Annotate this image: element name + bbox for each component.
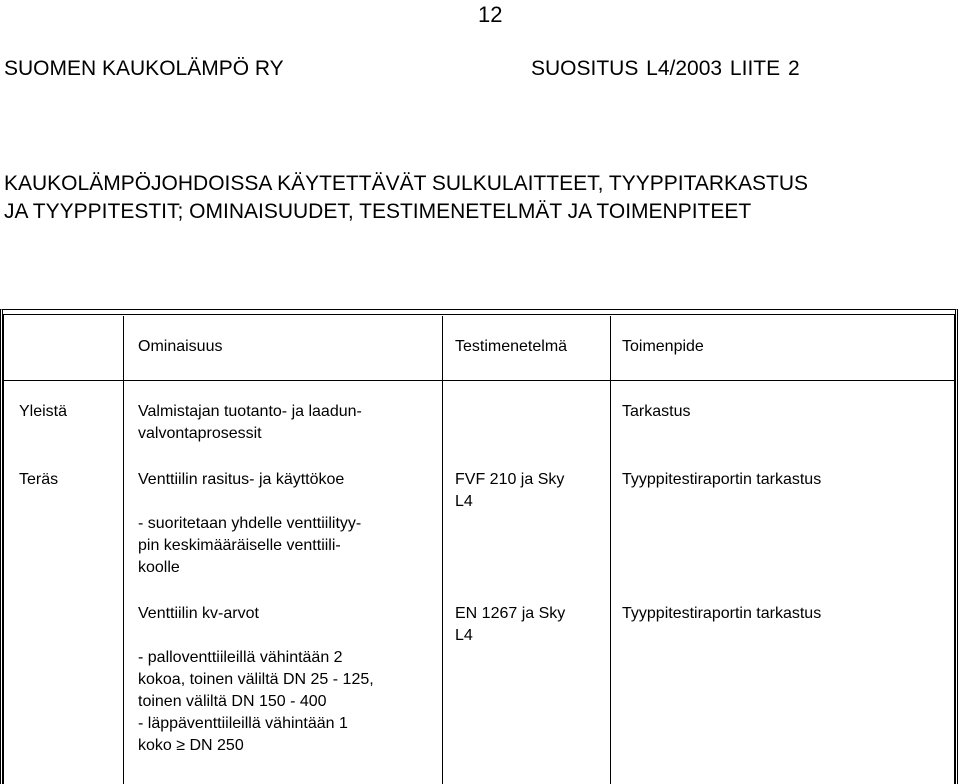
row-property: Venttiilin kv-arvot - palloventtiileillä vähintään 2 kokoa, toinen väliltä DN 25 - 125, toinen väliltä DN 150 - 400 - läppäventtiileillä vähintään 1 koko ≥ DN 250	[138, 605, 374, 754]
page-number: 12	[478, 2, 503, 27]
row-action: Tyyppitestiraportin tarkastus	[622, 471, 822, 488]
header-row-divider	[4, 380, 954, 381]
column-header-action: Toimenpide	[622, 338, 704, 355]
row-test-method: EN 1267 ja Sky L4	[455, 605, 566, 644]
column-header-test-method: Testimenetelmä	[455, 338, 568, 355]
document-reference: SUOSITUS L4/2003 LIITE 2	[531, 57, 800, 80]
column-header-property: Ominaisuus	[138, 338, 223, 355]
row-property: Valmistajan tuotanto- ja laadun- valvontaprosessit	[138, 403, 362, 442]
row-category: Teräs	[19, 471, 59, 488]
column-divider	[123, 316, 124, 784]
column-divider	[610, 316, 611, 784]
row-category: Yleistä	[19, 403, 68, 420]
organization-header: SUOMEN KAUKOLÄMPÖ RY	[4, 57, 284, 80]
row-action: Tarkastus	[622, 403, 691, 420]
row-test-method: FVF 210 ja Sky L4	[455, 471, 565, 510]
row-property: Venttiilin rasitus- ja käyttökoe - suoritetaan yhdelle venttiilityy- pin keskimääräiselle venttiili- koolle	[138, 471, 362, 576]
column-divider	[442, 316, 443, 784]
row-action: Tyyppitestiraportin tarkastus	[622, 605, 822, 622]
document-title-line-2: JA TYYPPITESTIT; OMINAISUUDET, TESTIMENETELMÄT JA TOIMENPITEET	[4, 200, 752, 223]
document-title-line-1: KAUKOLÄMPÖJOHDOISSA KÄYTETTÄVÄT SULKULAITTEET, TYYPPITARKASTUS	[4, 172, 809, 195]
